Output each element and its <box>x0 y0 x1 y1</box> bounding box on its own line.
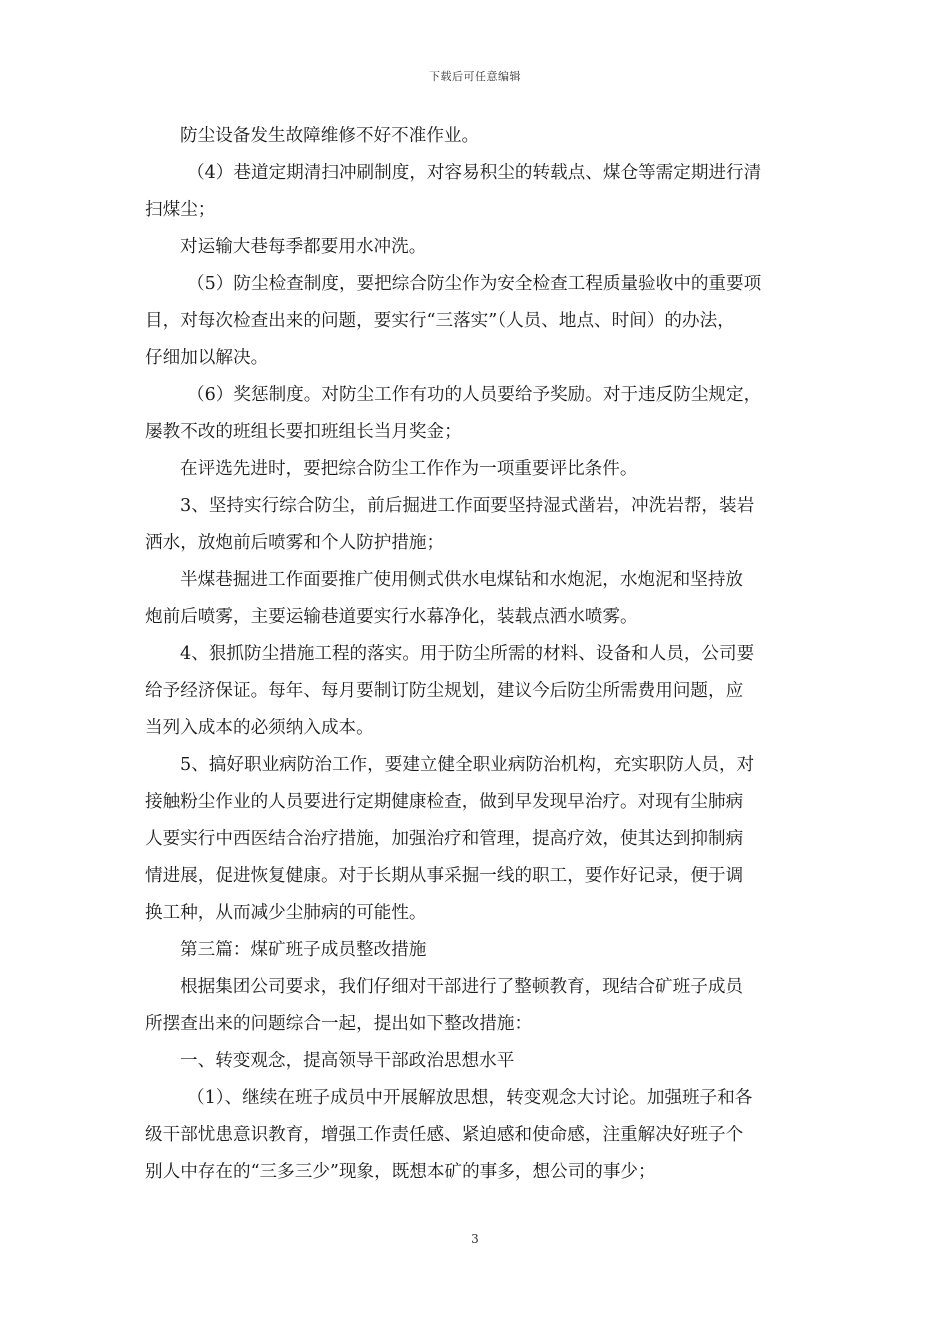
text-line: 换工种，从而减少尘肺病的可能性。 <box>145 903 427 923</box>
text-line: 目，对每次检查出来的问题，要实行“三落实”（人员、地点、时间）的办法， <box>145 311 735 331</box>
text-line: 情进展，促进恢复健康。对于长期从事采掘一线的职工，要作好记录，便于调 <box>145 866 744 886</box>
text-line: （1）、继续在班子成员中开展解放思想，转变观念大讨论。加强班子和各 <box>187 1088 753 1108</box>
text-line: 屡教不改的班组长要扣班组长当月奖金； <box>145 422 462 442</box>
text-line: 扫煤尘； <box>145 200 216 220</box>
page-number: 3 <box>471 1232 479 1246</box>
text-line: 4、狠抓防尘措施工程的落实。用于防尘所需的材料、设备和人员，公司要 <box>180 644 755 664</box>
text-line: 人要实行中西医结合治疗措施，加强治疗和管理，提高疗效，使其达到抑制病 <box>145 829 744 849</box>
text-line: 给予经济保证。每年、每月要制订防尘规划，建议今后防尘所需费用问题，应 <box>145 681 744 701</box>
text-line: 级干部忧患意识教育，增强工作责任感、紧迫感和使命感，注重解决好班子个 <box>145 1125 744 1145</box>
text-line: 根据集团公司要求，我们仔细对干部进行了整顿教育，现结合矿班子成员 <box>180 977 744 997</box>
text-line: 当列入成本的必须纳入成本。 <box>145 718 374 738</box>
text-line: （5）防尘检查制度，要把综合防尘作为安全检查工程质量验收中的重要项 <box>187 274 762 294</box>
text-line: 在评选先进时，要把综合防尘工作作为一项重要评比条件。 <box>180 459 638 479</box>
text-line: 接触粉尘作业的人员要进行定期健康检查，做到早发现早治疗。对现有尘肺病 <box>145 792 744 812</box>
text-line: （6）奖惩制度。对防尘工作有功的人员要给予奖励。对于违反防尘规定， <box>187 385 762 405</box>
page-header: 下载后可任意编辑 <box>429 70 521 83</box>
text-line: 对运输大巷每季都要用水冲洗。 <box>180 237 427 257</box>
text-line: 别人中存在的“三多三少”现象，既想本矿的事多，想公司的事少； <box>145 1162 656 1182</box>
section-heading: 一、转变观念，提高领导干部政治思想水平 <box>180 1051 515 1071</box>
document-body <box>145 118 815 1191</box>
text-line: 洒水，放炮前后喷雾和个人防护措施； <box>145 533 445 553</box>
section-heading: 第三篇：煤矿班子成员整改措施 <box>180 940 427 960</box>
text-line: 半煤巷掘进工作面要推广使用侧式供水电煤钻和水炮泥，水炮泥和坚持放 <box>180 570 744 590</box>
text-line: 防尘设备发生故障维修不好不准作业。 <box>180 126 480 146</box>
text-line: 3、坚持实行综合防尘，前后掘进工作面要坚持湿式凿岩，冲洗岩帮，装岩 <box>180 496 755 516</box>
text-line: 5、搞好职业病防治工作，要建立健全职业病防治机构，充实职防人员，对 <box>180 755 755 775</box>
text-line: 炮前后喷雾，主要运输巷道要实行水幕净化，装载点洒水喷雾。 <box>145 607 638 627</box>
text-line: 仔细加以解决。 <box>145 348 269 368</box>
text-line: 所摆查出来的问题综合一起，提出如下整改措施： <box>145 1014 533 1034</box>
text-line: （4）巷道定期清扫冲刷制度，对容易积尘的转载点、煤仓等需定期进行清 <box>187 163 762 183</box>
